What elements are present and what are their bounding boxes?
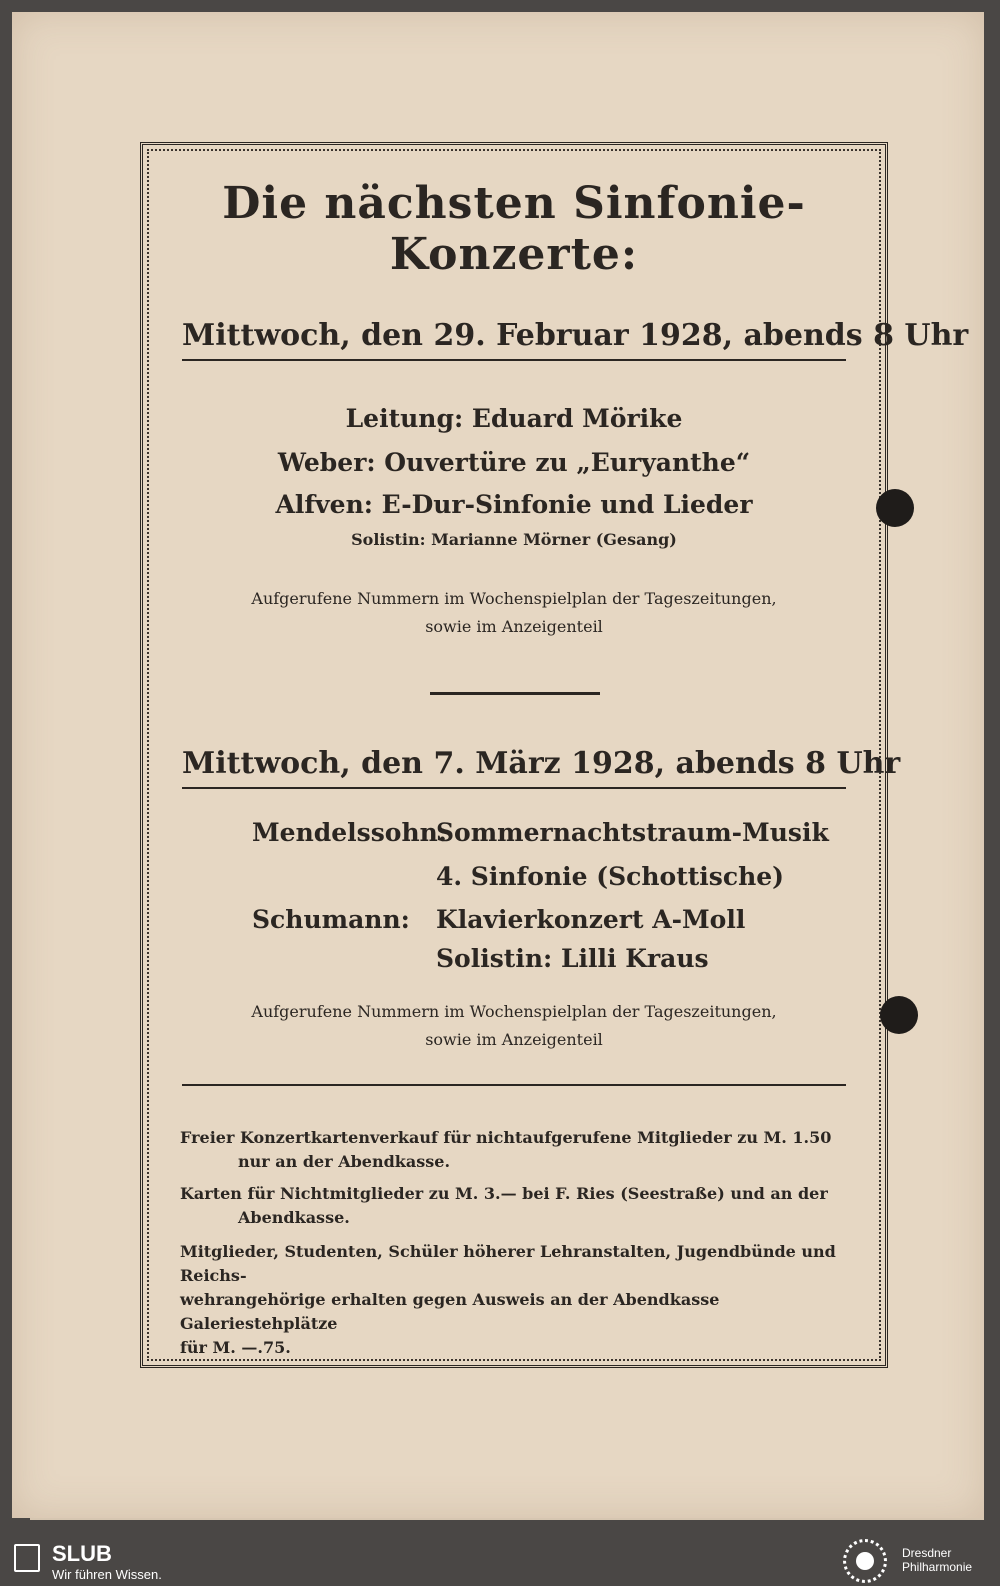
slub-logo-text[interactable]: SLUB [52,1541,112,1566]
concert-1-soloist: Solistin: Marianne Mörner (Gesang) [351,530,677,549]
ticket-note-members-line-1: Freier Konzertkartenverkauf für nichtaufgerufene Mitglieder zu M. 1.50 [180,1128,832,1147]
concert-1-date: Mittwoch, den 29. Februar 1928, abends 8 Uhr [182,318,846,361]
partner-name-line-1: Dresdner [902,1546,952,1560]
concert-2-work-1a: Sommernachtstraum-Musik [436,818,829,847]
concert-1-work-2: Alfven: E-Dur-Sinfonie und Lieder [275,490,753,519]
ticket-note-members-line-2: nur an der Abendkasse. [238,1152,451,1171]
ticket-note-nonmembers [180,1182,846,1230]
ticket-note-discount [180,1240,846,1360]
partner-name-line-2: Philharmonie [902,1560,973,1574]
concert-2-composer-1: Mendelssohn: [252,818,448,847]
ticket-note-members [180,1126,846,1174]
concert-2-composer-2: Schumann: [252,905,410,934]
ticket-note-discount-line-3: für M. —.75. [180,1338,291,1357]
punch-hole [876,489,914,527]
concert-2-note-line-1: Aufgerufene Nummern im Wochenspielplan der Tageszeitungen, [251,1002,777,1021]
page-title: Die nächsten Sinfonie-Konzerte: [222,178,806,280]
concert-2-note-line-2: sowie im Anzeigenteil [425,1030,603,1049]
slub-tagline: Wir führen Wissen. [52,1567,162,1582]
concert-2-date: Mittwoch, den 7. März 1928, abends 8 Uhr [182,746,846,789]
slub-book-icon[interactable] [14,1544,40,1572]
concert-2-soloist: Solistin: Lilli Kraus [436,944,709,973]
ticket-note-nonmembers-line-2: Abendkasse. [238,1208,350,1227]
concert-1-work-1: Weber: Ouvertüre zu „Euryanthe“ [277,448,751,477]
punch-hole [880,996,918,1034]
concert-1-note-line-1: Aufgerufene Nummern im Wochenspielplan der Tageszeitungen, [251,589,777,608]
concert-1-note-line-2: sowie im Anzeigenteil [425,617,603,636]
partner-name [902,1546,972,1574]
section-divider [430,692,600,695]
viewer-footer-bar [0,1536,1000,1586]
ticket-note-discount-line-1: Mitglieder, Studenten, Schüler höherer Lehranstalten, Jugendbünde und Reichs- [180,1242,836,1285]
ticket-note-discount-line-2: wehrangehörige erhalten gegen Ausweis an der Abendkasse Galeriestehplätze [180,1290,720,1333]
concert-1-conductor: Leitung: Eduard Mörike [345,404,683,433]
concert-2-work-2: Klavierkonzert A-Moll [436,905,746,934]
footer-divider [182,1084,846,1086]
ticket-note-nonmembers-line-1: Karten für Nichtmitglieder zu M. 3.— bei F. Ries (Seestraße) und an der [180,1184,828,1203]
philharmonie-logo-icon[interactable] [843,1539,887,1583]
concert-2-work-1b: 4. Sinfonie (Schottische) [436,862,784,891]
